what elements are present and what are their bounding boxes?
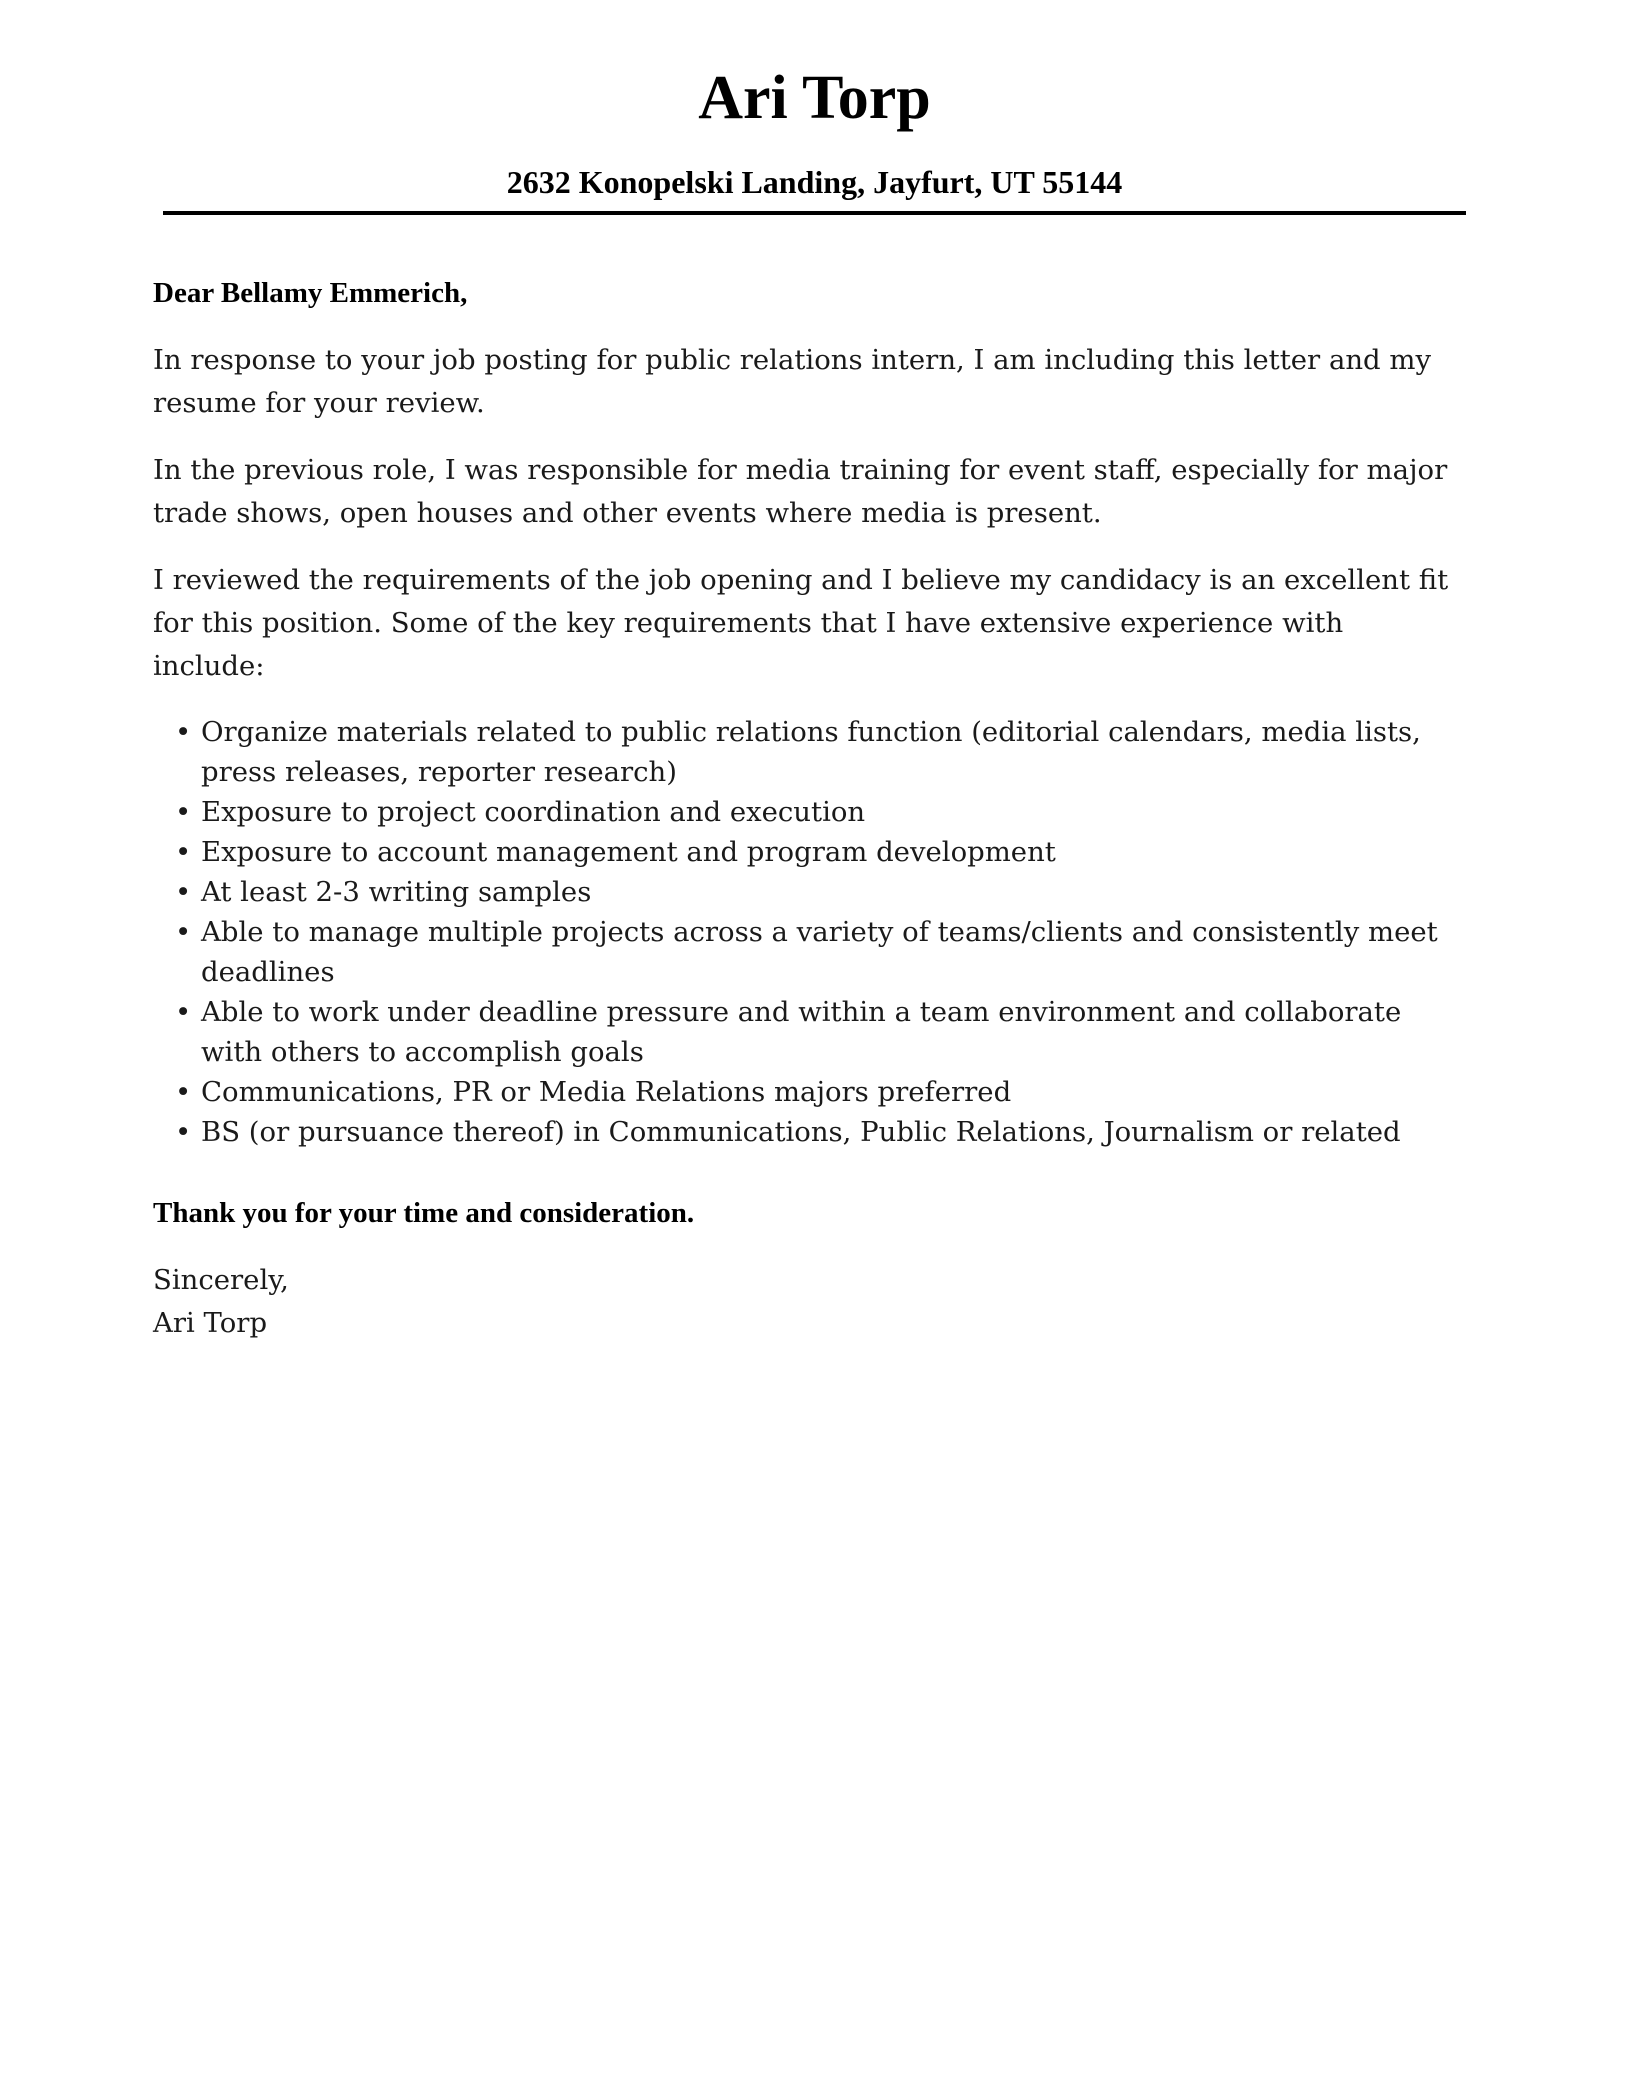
list-item-text: At least 2-3 writing samples [201,876,592,908]
list-item [153,912,1463,992]
bullet-icon: • [175,836,192,868]
list-item [153,1072,1463,1112]
list-item-text: Exposure to account management and program development [201,836,1056,868]
list-item-text: BS (or pursuance thereof) in Communications, Public Relations, Journalism or related [201,1116,1401,1148]
list-item-text: Communications, PR or Media Relations majors preferred [201,1076,1012,1108]
bullet-icon: • [175,1076,192,1108]
paragraph-experience: In the previous role, I was responsible for media training for event staff, especially for major trade shows, open houses and other events where media is present. [153,454,1448,529]
header-divider [163,211,1466,215]
list-item-text: Able to work under deadline pressure and within a team environment and collaborate with others to accomplish goals [201,996,1402,1068]
closing: Sincerely, [153,1264,289,1296]
bullet-icon: • [175,996,192,1028]
bullet-icon: • [175,876,192,908]
salutation: Dear Bellamy Emmerich, [153,277,468,309]
requirements-list [153,712,1463,1152]
list-item-text: Organize materials related to public relations function (editorial calendars, media lists, press releases, reporter research) [201,716,1421,788]
list-item [153,832,1463,872]
list-item [153,712,1463,792]
list-item [153,872,1463,912]
signature: Ari Torp [153,1307,268,1339]
sender-name: Ari Torp [698,64,931,132]
list-item [153,992,1463,1072]
list-item-text: Exposure to project coordination and execution [201,796,866,828]
list-item-text: Able to manage multiple projects across a variety of teams/clients and consistently meet deadlines [201,916,1438,988]
list-item [153,792,1463,832]
paragraph-intro: In response to your job posting for public relations intern, I am including this letter and my resume for your review. [153,344,1432,419]
bullet-icon: • [175,1116,192,1148]
paragraph-requirements: I reviewed the requirements of the job opening and I believe my candidacy is an excellent fit for this position. Some of the key requirements that I have extensive experience with include: [153,564,1449,682]
list-item [153,1112,1463,1152]
bullet-icon: • [175,716,192,748]
sender-address: 2632 Konopelski Landing, Jayfurt, UT 55144 [506,164,1123,200]
bullet-icon: • [175,796,192,828]
letter-header [163,58,1466,202]
thank-you-line: Thank you for your time and consideration. [153,1197,695,1229]
letter-body [153,272,1463,1345]
bullet-icon: • [175,916,192,948]
